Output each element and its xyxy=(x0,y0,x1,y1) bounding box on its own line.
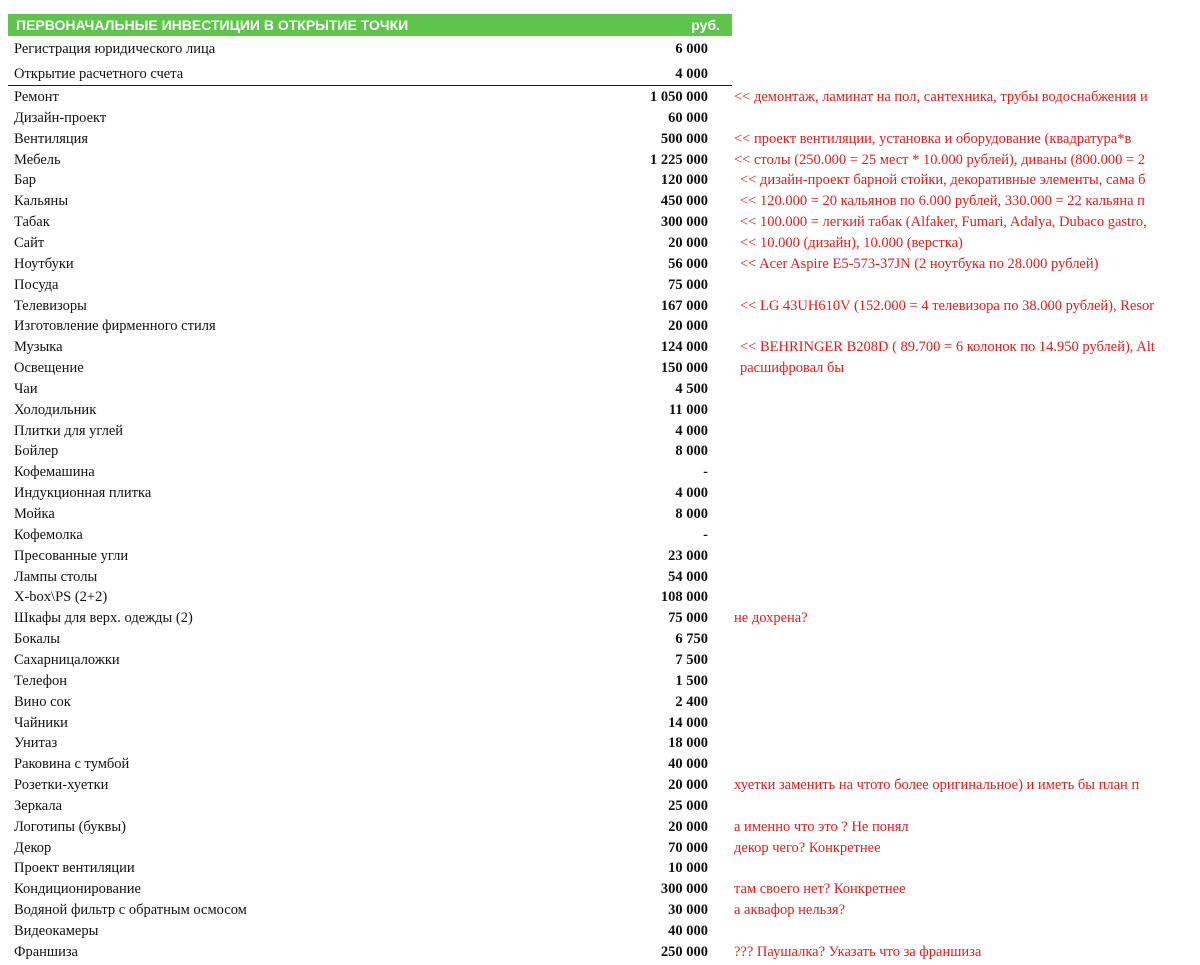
table-row xyxy=(0,129,1200,150)
table-row xyxy=(0,275,1200,296)
expense-item: Логотипы (буквы) xyxy=(14,818,126,835)
expense-item: Проект вентиляции xyxy=(14,860,135,877)
review-comment: << BEHRINGER B208D ( 89.700 = 6 колонок по 14.950 рублей), Alt xyxy=(740,339,1155,356)
review-comment: а аквафор нельзя? xyxy=(734,902,846,919)
table-row xyxy=(0,296,1200,317)
expense-item: Лампы столы xyxy=(14,568,98,585)
table-row xyxy=(0,441,1200,462)
expense-item: Вентиляция xyxy=(14,130,89,147)
expense-amount: 20 000 xyxy=(668,234,708,251)
expense-amount: 20 000 xyxy=(668,818,708,835)
expense-amount: 25 000 xyxy=(668,797,708,814)
expense-amount: 60 000 xyxy=(668,109,708,126)
table-row xyxy=(0,108,1200,129)
table-row xyxy=(0,900,1200,921)
expense-item: Вино сок xyxy=(14,693,71,710)
expense-amount: 108 000 xyxy=(660,589,708,606)
expense-item: Бар xyxy=(14,172,37,189)
review-comment: << дизайн-проект барной стойки, декоративные элементы, сама б xyxy=(740,172,1146,189)
expense-item: X-box\PS (2+2) xyxy=(14,589,108,606)
expense-item: Кальяны xyxy=(14,193,69,210)
expense-item: Дизайн-проект xyxy=(14,109,107,126)
review-comment: << проект вентиляции, установка и оборудование (квадратура*в xyxy=(734,130,1132,147)
expense-amount: 500 000 xyxy=(660,130,708,147)
table-row xyxy=(0,462,1200,483)
expense-item: Изготовление фирменного стиля xyxy=(14,318,216,335)
table-row xyxy=(0,191,1200,212)
expense-item: Видеокамеры xyxy=(14,923,99,939)
expense-item: Водяной фильтр с обратным осмосом xyxy=(14,902,247,919)
table-row xyxy=(0,37,1200,61)
expense-amount: 56 000 xyxy=(668,255,708,272)
expense-amount: 7 500 xyxy=(675,651,708,668)
expense-item: Бойлер xyxy=(14,443,59,460)
expense-amount: 54 000 xyxy=(668,568,708,585)
expense-item: Сахарницаложки xyxy=(14,651,120,668)
expense-item: Открытие расчетного счета xyxy=(14,66,184,82)
table-row xyxy=(0,754,1200,775)
table-header xyxy=(8,14,732,36)
expense-item: Регистрация юридического лица xyxy=(14,41,216,57)
table-row xyxy=(0,254,1200,275)
expense-amount: 150 000 xyxy=(660,360,708,377)
table-row xyxy=(0,62,1200,86)
expense-amount: 250 000 xyxy=(660,943,708,960)
expense-amount: 14 000 xyxy=(668,714,708,731)
expense-item: Освещение xyxy=(14,360,84,377)
expense-item: Кондиционирование xyxy=(14,881,141,898)
expense-amount: - xyxy=(703,464,708,481)
expense-amount: 4 000 xyxy=(675,66,708,82)
expense-item: Мебель xyxy=(14,151,61,168)
expense-amount: 124 000 xyxy=(660,339,708,356)
expense-amount: 2 400 xyxy=(675,693,708,710)
table-row xyxy=(0,379,1200,400)
table-row xyxy=(0,358,1200,379)
review-comment: << 120.000 = 20 кальянов по 6.000 рублей, 330.000 = 22 кальяна п xyxy=(740,193,1145,210)
review-comment: хуетки заменить на чтото более оригинальное) и иметь бы план п xyxy=(734,777,1140,794)
expense-amount: 120 000 xyxy=(660,172,708,189)
table-row xyxy=(0,150,1200,171)
expense-amount: 11 000 xyxy=(668,401,708,418)
expense-amount: 30 000 xyxy=(668,902,708,919)
review-comment: не дохрена? xyxy=(734,610,808,627)
expense-amount: 6 750 xyxy=(675,631,708,648)
review-comment: << 100.000 = легкий табак (Alfaker, Fumari, Adalya, Dubaco gastro, xyxy=(740,214,1147,231)
expense-amount: 4 000 xyxy=(675,485,708,502)
expense-amount: 1 500 xyxy=(675,672,708,689)
expense-item: Сайт xyxy=(14,234,45,251)
review-comment: << 10.000 (дизайн), 10.000 (верстка) xyxy=(740,234,963,251)
expense-amount: 8 000 xyxy=(675,443,708,460)
expense-amount: 1 050 000 xyxy=(650,89,708,105)
expense-item: Чайники xyxy=(14,714,68,731)
expense-item: Унитаз xyxy=(14,735,58,752)
expense-amount: 6 000 xyxy=(675,41,708,57)
table-row xyxy=(0,87,1200,108)
expense-item: Посуда xyxy=(14,276,59,293)
expense-amount: 4 500 xyxy=(675,380,708,397)
table-row xyxy=(0,525,1200,546)
currency-unit: руб. xyxy=(691,17,720,33)
expense-item: Плитки для углей xyxy=(14,422,124,439)
review-comment: там своего нет? Конкретнее xyxy=(734,881,906,898)
table-row xyxy=(0,817,1200,838)
table-row xyxy=(0,504,1200,525)
table-row xyxy=(0,942,1200,963)
table-row xyxy=(0,733,1200,754)
expense-amount: 300 000 xyxy=(660,214,708,231)
expense-item: Индукционная плитка xyxy=(14,485,152,502)
table-row xyxy=(0,629,1200,650)
expense-amount: 167 000 xyxy=(660,297,708,314)
expense-item: Франшиза xyxy=(14,943,78,960)
table-row xyxy=(0,587,1200,608)
expense-amount: - xyxy=(703,526,708,543)
expense-amount: 4 000 xyxy=(675,422,708,439)
table-row xyxy=(0,483,1200,504)
expense-item: Декор xyxy=(14,839,52,856)
expense-amount: 8 000 xyxy=(675,506,708,522)
expense-item: Телевизоры xyxy=(14,297,87,314)
table-row xyxy=(0,316,1200,337)
table-row xyxy=(0,400,1200,421)
expense-item: Мойка xyxy=(14,506,55,522)
expense-amount: 40 000 xyxy=(668,923,708,939)
table-row xyxy=(0,337,1200,358)
expense-amount: 300 000 xyxy=(660,881,708,898)
expense-item: Телефон xyxy=(14,672,67,689)
table-row xyxy=(0,775,1200,796)
review-comment: << LG 43UH610V (152.000 = 4 телевизора по 38.000 рублей), Resor xyxy=(740,297,1155,314)
review-comment: декор чего? Конкретнее xyxy=(734,839,881,856)
review-comment: расшифровал бы xyxy=(740,360,845,377)
expense-amount: 10 000 xyxy=(668,860,708,877)
table-row xyxy=(0,546,1200,567)
review-comment: ??? Паушалка? Указать что за франшиза xyxy=(734,943,982,960)
header-divider xyxy=(8,85,732,86)
review-comment: << столы (250.000 = 25 мест * 10.000 рублей), диваны (800.000 = 2 xyxy=(734,151,1146,168)
expense-item: Пресованные угли xyxy=(14,547,129,564)
expense-item: Раковина с тумбой xyxy=(14,756,130,773)
expense-amount: 20 000 xyxy=(668,777,708,794)
table-row xyxy=(0,608,1200,629)
review-comment: << Acer Aspire E5-573-37JN (2 ноутбука по 28.000 рублей) xyxy=(740,255,1099,272)
table-row xyxy=(0,671,1200,692)
expense-item: Зеркала xyxy=(14,797,63,814)
expense-item: Кофемолка xyxy=(14,526,83,543)
table-row xyxy=(0,650,1200,671)
review-comment: << демонтаж, ламинат на пол, сантехника, трубы водоснабжения и xyxy=(734,89,1148,105)
expense-item: Холодильник xyxy=(14,401,97,418)
table-title: ПЕРВОНАЧАЛЬНЫЕ ИНВЕСТИЦИИ В ОТКРЫТИЕ ТОЧКИ xyxy=(16,17,409,33)
table-row xyxy=(0,233,1200,254)
review-comment: а именно что это ? Не понял xyxy=(734,818,909,835)
expense-amount: 75 000 xyxy=(668,610,708,627)
expense-amount: 450 000 xyxy=(660,193,708,210)
table-row xyxy=(0,692,1200,713)
expense-item: Музыка xyxy=(14,339,63,356)
expense-amount: 1 225 000 xyxy=(650,151,708,168)
table-row xyxy=(0,879,1200,900)
expense-item: Табак xyxy=(14,214,50,231)
expense-amount: 75 000 xyxy=(668,276,708,293)
table-row xyxy=(0,713,1200,734)
table-row xyxy=(0,838,1200,859)
expense-amount: 23 000 xyxy=(668,547,708,564)
expense-item: Кофемашина xyxy=(14,464,95,481)
table-row xyxy=(0,170,1200,191)
table-row xyxy=(0,858,1200,879)
expense-item: Ноутбуки xyxy=(14,255,74,272)
expense-amount: 20 000 xyxy=(668,318,708,335)
expense-amount: 70 000 xyxy=(668,839,708,856)
expense-amount: 40 000 xyxy=(668,756,708,773)
expense-item: Шкафы для верх. одежды (2) xyxy=(14,610,193,627)
table-row xyxy=(0,796,1200,817)
expense-item: Чаи xyxy=(14,380,38,397)
expense-amount: 18 000 xyxy=(668,735,708,752)
expense-item: Розетки-хуетки xyxy=(14,777,109,794)
expense-item: Бокалы xyxy=(14,631,60,648)
table-row xyxy=(0,921,1200,942)
expense-item: Ремонт xyxy=(14,89,59,105)
table-row xyxy=(0,212,1200,233)
table-row xyxy=(0,567,1200,588)
table-row xyxy=(0,421,1200,442)
